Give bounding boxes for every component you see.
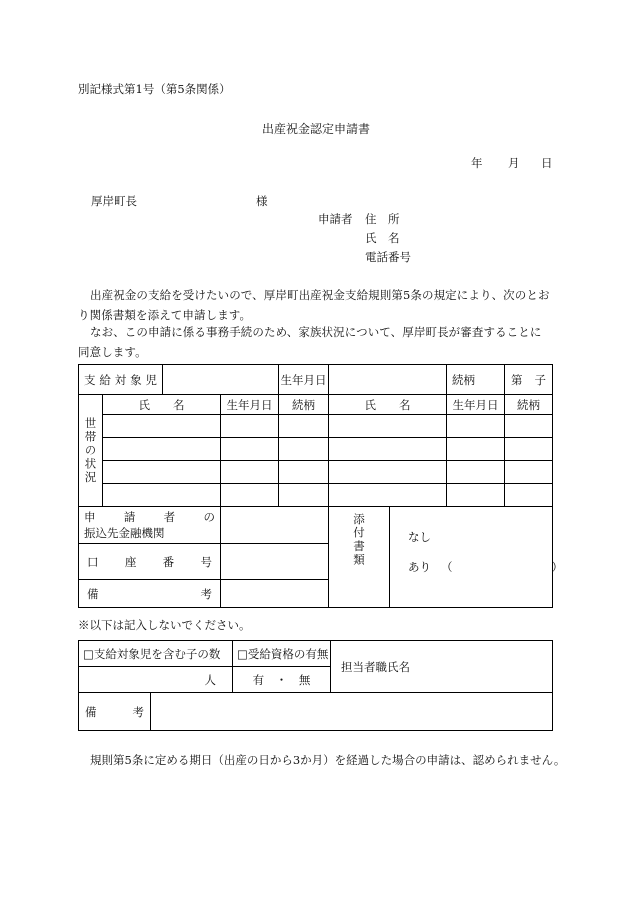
household-birthdate-cell[interactable] xyxy=(447,484,505,507)
children-count-cell[interactable] xyxy=(79,667,233,693)
household-relation-cell[interactable] xyxy=(279,415,329,438)
household-relation-cell[interactable] xyxy=(505,461,553,484)
date-year-label: 年 xyxy=(471,156,483,170)
household-col-birthdate-2: 生年月日 xyxy=(447,395,505,415)
household-name-cell[interactable] xyxy=(329,438,447,461)
target-child-name-cell[interactable] xyxy=(163,365,279,395)
household-birthdate-cell[interactable] xyxy=(447,461,505,484)
eligibility-no: 無 xyxy=(298,672,311,687)
household-relation-cell[interactable] xyxy=(505,415,553,438)
household-row xyxy=(79,438,553,461)
household-name-cell[interactable] xyxy=(329,461,447,484)
household-col-name-2: 氏 名 xyxy=(329,395,447,415)
household-name-cell[interactable] xyxy=(329,415,447,438)
eligibility-separator: ・ xyxy=(275,672,288,687)
addressee-honorific: 様 xyxy=(256,194,268,208)
remarks-cell[interactable] xyxy=(221,580,329,608)
attach-none-option[interactable]: なし xyxy=(408,530,431,544)
applicant-label: 申請者 xyxy=(318,212,353,226)
household-col-birthdate-1: 生年月日 xyxy=(221,395,279,415)
target-child-birthdate-label: 生年月日 xyxy=(279,365,329,395)
target-child-birthdate-cell[interactable] xyxy=(329,365,447,395)
household-col-relation-1: 続柄 xyxy=(279,395,329,415)
attachments-label: 添付書類 xyxy=(329,507,390,608)
footer-note: 規則第5条に定める期日（出産の日から3か月）を経過した場合の申請は、認められません。 xyxy=(90,753,566,767)
birth-order-suffix: 子 xyxy=(534,372,546,387)
staff-name-cell[interactable] xyxy=(331,641,553,693)
household-name-cell[interactable] xyxy=(103,461,221,484)
household-birthdate-cell[interactable] xyxy=(221,484,279,507)
birth-order-prefix: 第 xyxy=(511,372,523,387)
relation-label: 続柄 xyxy=(452,372,475,387)
household-label: 世帯の状況 xyxy=(79,395,103,507)
household-name-cell[interactable] xyxy=(329,484,447,507)
office-use-table xyxy=(78,640,553,731)
statement-paragraph-1: 出産祝金の支給を受けたいので、厚岸町出産祝金支給規則第5条の規定により、次のとおり関係書類を添えて申請します。 xyxy=(78,288,550,322)
household-col-name-1: 氏 名 xyxy=(103,395,221,415)
household-row xyxy=(79,415,553,438)
target-child-label: 支 給 対 象 児 xyxy=(79,365,163,395)
household-name-cell[interactable] xyxy=(103,484,221,507)
persons-unit: 人 xyxy=(204,672,216,687)
household-birthdate-cell[interactable] xyxy=(221,415,279,438)
household-birthdate-cell[interactable] xyxy=(221,461,279,484)
eligibility-cell[interactable] xyxy=(233,667,331,693)
date-month-label: 月 xyxy=(508,156,520,170)
applicant-name-label: 氏 名 xyxy=(365,231,400,245)
household-relation-cell[interactable] xyxy=(279,461,329,484)
applicant-phone-label: 電話番号 xyxy=(365,250,411,264)
office-remarks-cell[interactable] xyxy=(151,693,553,731)
form-number: 別記様式第1号（第5条関係） xyxy=(78,82,231,96)
household-row xyxy=(79,461,553,484)
household-relation-cell[interactable] xyxy=(279,438,329,461)
household-relation-cell[interactable] xyxy=(505,438,553,461)
attachments-cell[interactable] xyxy=(390,507,563,608)
statement-paragraph-2: なお、この申請に係る事務手続のため、家族状況について、厚岸町長が審査することに同意します。 xyxy=(78,325,542,359)
page-title: 出産祝金認定申請書 xyxy=(262,122,371,136)
applicant-address-label: 住 所 xyxy=(365,212,400,226)
children-count-label: □支給対象児を含む子の数 xyxy=(79,641,233,667)
household-birthdate-cell[interactable] xyxy=(447,438,505,461)
household-name-cell[interactable] xyxy=(103,438,221,461)
date-day-label: 日 xyxy=(541,156,553,170)
office-remarks-label: 備 考 xyxy=(79,693,151,731)
household-relation-cell[interactable] xyxy=(279,484,329,507)
household-row xyxy=(79,484,553,507)
target-child-relation-cell[interactable] xyxy=(447,365,505,395)
office-use-note: ※以下は記入しないでください。 xyxy=(78,618,251,632)
household-birthdate-cell[interactable] xyxy=(447,415,505,438)
household-name-cell[interactable] xyxy=(103,415,221,438)
attach-yes-option[interactable]: あり （ ） xyxy=(408,560,563,574)
remarks-label: 備 考 xyxy=(79,580,221,608)
staff-name-label: 担当者職氏名 xyxy=(341,659,410,674)
household-relation-cell[interactable] xyxy=(505,484,553,507)
addressee-name: 厚岸町長 xyxy=(91,194,137,208)
bank-label: 申 請 者 の 振込先金融機関 xyxy=(79,507,221,544)
account-number-label: 口 座 番 号 xyxy=(79,544,221,580)
birth-order-cell[interactable] xyxy=(505,365,553,395)
household-birthdate-cell[interactable] xyxy=(221,438,279,461)
bank-cell[interactable] xyxy=(221,507,329,544)
account-number-cell[interactable] xyxy=(221,544,329,580)
eligibility-label: □受給資格の有無 xyxy=(233,641,331,667)
household-col-relation-2: 続柄 xyxy=(505,395,553,415)
eligibility-yes: 有 xyxy=(252,672,265,687)
application-table xyxy=(78,364,563,608)
